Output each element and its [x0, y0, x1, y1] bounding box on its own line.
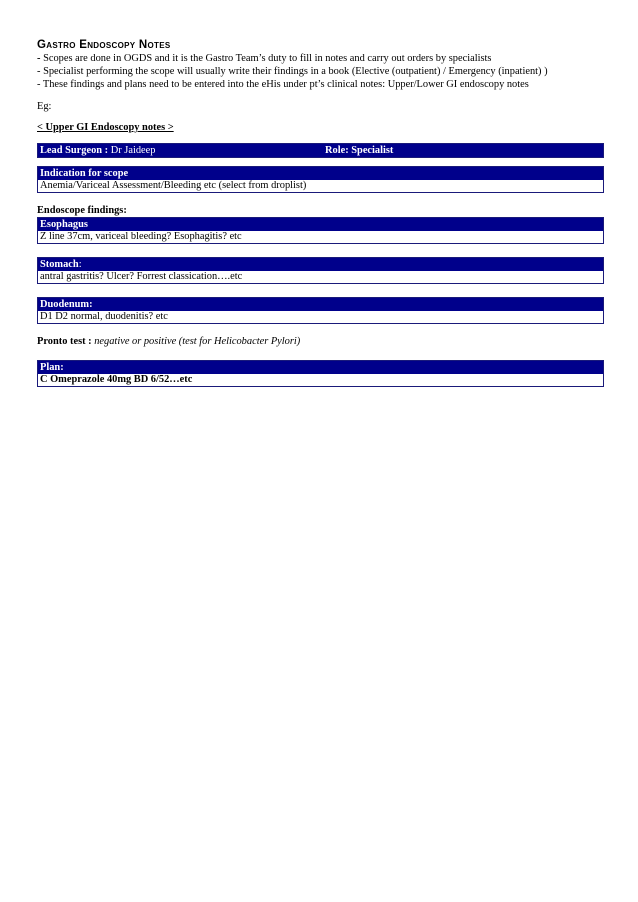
intro-bullet — [37, 52, 604, 65]
lead-surgeon-bar — [38, 144, 603, 157]
pronto-test-label: Pronto test : — [37, 336, 95, 347]
lead-surgeon-value: Dr Jaideep — [110, 145, 156, 156]
stomach-value: antral gastritis? Ulcer? Forrest classication….etc — [38, 271, 603, 283]
lead-surgeon-box — [37, 143, 604, 158]
bullet-text: Specialist performing the scope will usually write their findings in a book (Elective (outpatient) / Emergency (inpatient) ) — [40, 66, 548, 77]
stomach-label: Stomach — [40, 259, 79, 270]
duodenum-value: D1 D2 normal, duodenitis? etc — [38, 311, 603, 323]
stomach-colon: : — [78, 259, 82, 270]
intro-bullet — [37, 78, 604, 91]
intro-bullet — [37, 65, 604, 78]
esophagus-header: Esophagus — [38, 218, 603, 231]
duodenum-header: Duodenum: — [38, 298, 603, 311]
indication-header: Indication for scope — [38, 167, 603, 180]
example-label: Eg: — [37, 101, 52, 112]
plan-value: C Omeprazole 40mg BD 6/52…etc — [38, 374, 603, 386]
esophagus-value: Z line 37cm, variceal bleeding? Esophagitis? etc — [38, 231, 603, 243]
document-title: Gastro Endoscopy Notes — [37, 39, 171, 51]
bullet-text: These findings and plans need to be entered into the eHis under pt’s clinical notes: Upper/Lower GI endoscopy notes — [40, 79, 529, 90]
indication-box — [37, 166, 604, 193]
pronto-test-line — [37, 335, 604, 348]
esophagus-box — [37, 217, 604, 244]
indication-value: Anemia/Variceal Assessment/Bleeding etc (select from droplist) — [38, 180, 603, 192]
duodenum-box — [37, 297, 604, 324]
findings-heading: Endoscope findings: — [37, 205, 127, 216]
role-label: Role: Specialist — [325, 145, 394, 156]
stomach-header — [38, 258, 603, 271]
upper-gi-notes-heading: < Upper GI Endoscopy notes > — [37, 122, 174, 133]
stomach-box — [37, 257, 604, 284]
document-page — [37, 38, 604, 387]
bullet-dash: - — [37, 66, 41, 77]
intro-bullet-list — [37, 52, 604, 91]
lead-surgeon-label: Lead Surgeon : — [40, 145, 111, 156]
plan-box — [37, 360, 604, 387]
bullet-dash: - — [37, 79, 41, 90]
plan-header: Plan: — [38, 361, 603, 374]
bullet-dash: - — [37, 53, 41, 64]
pronto-test-value: negative or positive (test for Helicobacter Pylori) — [94, 336, 301, 347]
bullet-text: Scopes are done in OGDS and it is the Gastro Team’s duty to fill in notes and carry out orders by specialists — [40, 53, 492, 64]
